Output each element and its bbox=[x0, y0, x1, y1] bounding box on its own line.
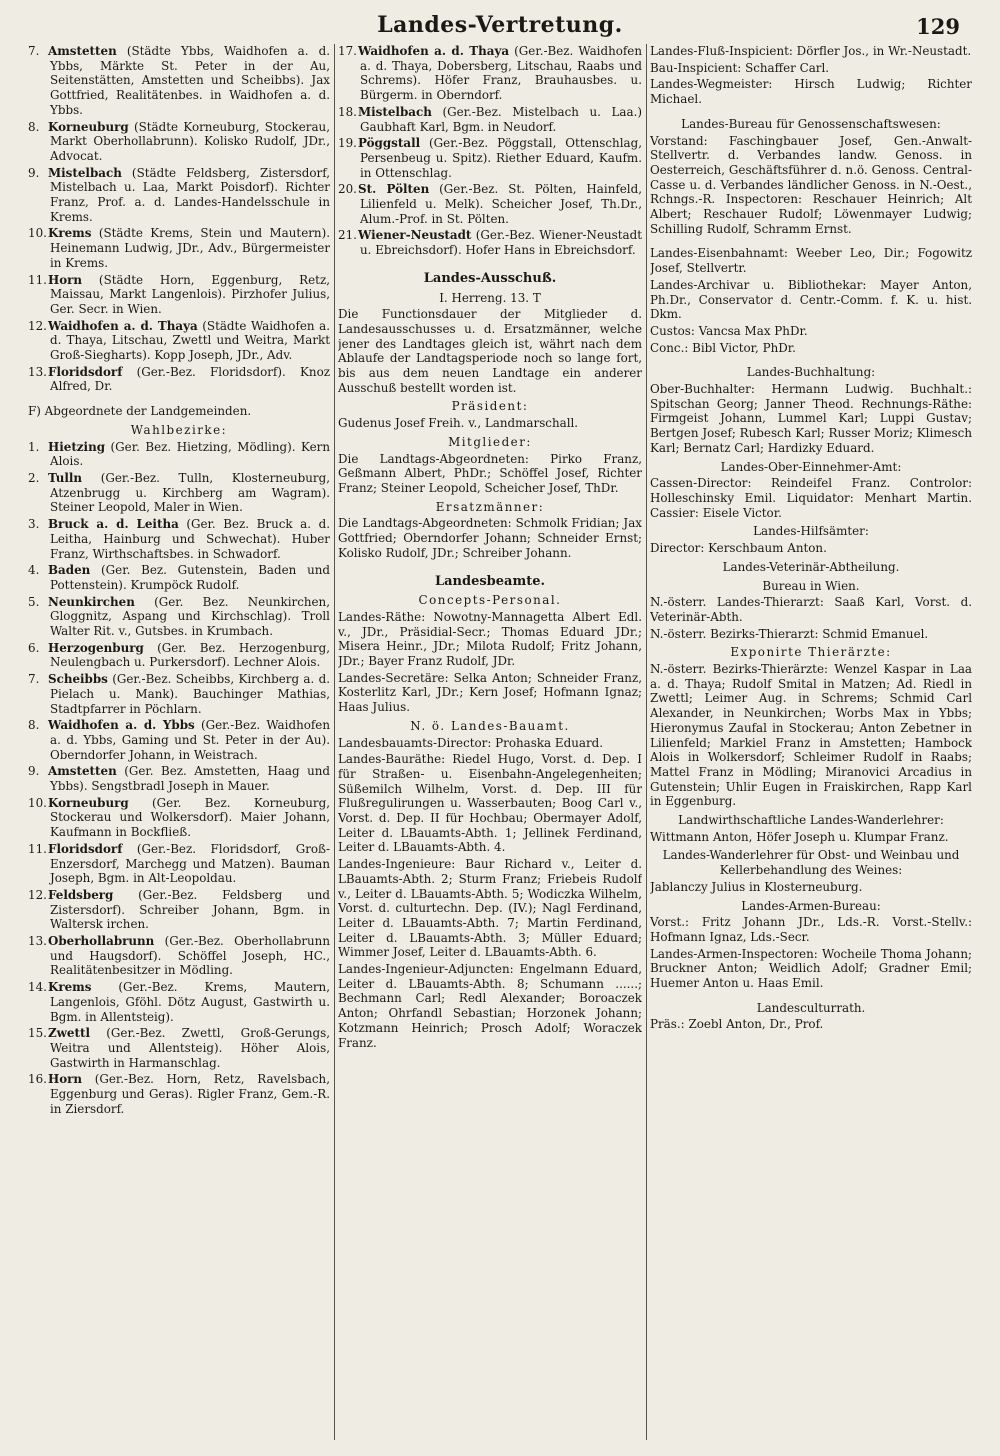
list-item: 5. Neunkirchen (Ger. Bez. Neunkirchen, Gloggnitz, Aspang und Kirchschlag). Troll Walter Rit. v., Gutsbes. in Krumbach. bbox=[28, 594, 330, 639]
paragraph: Landes-Secretäre: Selka Anton; Schneider Franz, Kosterlitz Karl, JDr.; Kern Josef; Hofmann Ignaz; Haas Julius. bbox=[338, 670, 642, 715]
page-title: Landes-Vertretung. bbox=[377, 12, 623, 38]
list-item: 9. Amstetten (Ger. Bez. Amstetten, Haag und Ybbs). Sengstbradl Joseph in Mauer. bbox=[28, 764, 330, 794]
subsection-heading: Landes-Wanderlehrer für Obst- und Weinbau und Kellerbehandlung des Weines: bbox=[662, 848, 960, 878]
paragraph: Landes-Ingenieure: Baur Richard v., Leiter d. LBauamts-Abth. 2; Sturm Franz; Friebeis Rudolf v., Leiter d. LBauamts-Abth. 5; Wodiczka Wilhelm, Vorst. d. culturtechn. Dep. (IV.); Nagl Ferdinand, Leiter d. LBauamts-Abth. 7; Martin Ferdinand, Leiter d. LBauamts-Abth. 3; Müller Eduard; Wimmer Josef, Leiter d. LBauamts-Abth. 6. bbox=[338, 857, 642, 960]
paragraph: N.-österr. Landes-Thierarzt: Saaß Karl, Vorst. d. Veterinär-Abth. bbox=[650, 595, 972, 624]
paragraph: Vorst.: Fritz Johann JDr., Lds.-R. Vorst.-Stellv.: Hofmann Ignaz, Lds.-Secr. bbox=[650, 915, 972, 944]
subsection-heading: Präsident: bbox=[451, 399, 529, 414]
list-item: 13.Floridsdorf (Ger.-Bez. Floridsdorf). Knoz Alfred, Dr. bbox=[28, 364, 330, 394]
subsection-heading: Landes-Bureau für Genossenschaftswesen: bbox=[681, 116, 941, 131]
subsection-heading: Landesculturrath. bbox=[756, 1000, 866, 1015]
list-item: 7. Amstetten (Städte Ybbs, Waidhofen a. d. Ybbs, Märkte St. Peter in der Au, Seitenstätten, Amstetten und Scheibbs). Jax Gottfried, Realitätenbes. in Waidhofen a. d. Ybbs. bbox=[28, 44, 330, 117]
list-item: 1. Hietzing (Ger. Bez. Hietzing, Mödling). Kern Alois. bbox=[28, 439, 330, 469]
list-item: 16.Horn (Ger.-Bez. Horn, Retz, Ravelsbach, Eggenburg und Geras). Rigler Franz, Gem.-R. in Ziersdorf. bbox=[28, 1072, 330, 1116]
list-item: Landes-Wegmeister: Hirsch Ludwig; Richter Michael. bbox=[650, 77, 972, 107]
list-item: 11.Floridsdorf (Ger.-Bez. Floridsdorf, Groß-Enzersdorf, Marchegg und Matzen). Bauman Joseph, Bgm. in Alt-Leopoldau. bbox=[28, 841, 330, 886]
subsection-heading: Landes-Armen-Bureau: bbox=[741, 898, 881, 913]
list-item: 3. Bruck a. d. Leitha (Ger. Bez. Bruck a. d. Leitha, Hainburg und Schwechat). Huber Franz, Wirthschaftsbes. in Schwadorf. bbox=[28, 517, 330, 561]
column-divider bbox=[646, 44, 647, 1440]
list-item: 7. Scheibbs (Ger.-Bez. Scheibbs, Kirchberg a. d. Pielach u. Mank). Bauchinger Mathias, Stadtpfarrer in Pöchlarn. bbox=[28, 672, 330, 716]
paragraph: N.-österr. Bezirks-Thierarzt: Schmid Emanuel. bbox=[650, 626, 929, 641]
subsection-heading: Ersatzmänner: bbox=[435, 499, 545, 514]
subsection-heading: Landwirthschaftliche Landes-Wanderlehrer: bbox=[678, 813, 944, 828]
paragraph: Vorstand: Faschingbauer Josef, Gen.-Anwalt-Stellvertr. d. Verbandes landw. Genoss. in Oesterreich, Geschäftsführer d. n.ö. Genoss. Central-Casse u. d. Verbandes ländlicher Genoss. in N.-Oest., Rchngs.-R. Inspectoren: Reschauer Heinrich; Alt Albert; Reschauer Rudolf; Löwenmayer Ludwig; Schilling Rudolf, Schramm Ernst. bbox=[650, 133, 972, 236]
list-item: 9. Mistelbach (Städte Feldsberg, Zistersdorf, Mistelbach u. Laa, Markt Poisdorf). Richter Franz, Prof. a. d. Landes-Handelsschule in Krems. bbox=[28, 165, 330, 224]
list-item: 21.Wiener-Neustadt (Ger.-Bez. Wiener-Neustadt u. Ebreichsdorf). Hofer Hans in Ebreichsdorf. bbox=[338, 228, 642, 258]
list-item: 8. Waidhofen a. d. Ybbs (Ger.-Bez. Waidhofen a. d. Ybbs, Gaming und St. Peter in der Au). Oberndorfer Johann, in Weistrach. bbox=[28, 718, 330, 762]
paragraph: Landesbauamts-Director: Prohaska Eduard. bbox=[338, 735, 604, 750]
paragraph: Ober-Buchhalter: Hermann Ludwig. Buchhalt.: Spitschan Georg; Janner Theod. Rechnungs-Räthe: Firmgeist Johann, Lummel Karl; Luppi Gustav; Bertgen Josef; Rubesch Karl; Russer Moriz; Klimesch Karl; Bernatz Carl; Hardizky Eduard. bbox=[650, 382, 972, 455]
subsection-heading: Exponirte Thierärzte: bbox=[730, 645, 892, 660]
list-item: 10.Krems (Städte Krems, Stein und Mautern). Heinemann Ludwig, JDr., Adv., Bürgermeister in Krems. bbox=[28, 226, 330, 270]
paragraph: Die Landtags-Abgeordneten: Pirko Franz, Geßmann Albert, PhDr.; Schöffel Josef, Richter Franz; Steiner Leopold, Scheicher Josef, ThDr. bbox=[338, 451, 642, 495]
list-item: 13.Oberhollabrunn (Ger.-Bez. Oberhollabrunn und Haugsdorf). Schöffel Joseph, HC., Realitätenbesitzer in Mödling. bbox=[28, 934, 330, 978]
paragraph: Gudenus Josef Freih. v., Landmarschall. bbox=[338, 416, 579, 431]
subsection-heading: Landes-Veterinär-Abtheilung. bbox=[722, 559, 900, 574]
paragraph: N.-österr. Bezirks-Thierärzte: Wenzel Kaspar in Laa a. d. Thaya; Rudolf Smital in Matzen; Ad. Riedl in Zwettl; Leimer Aug. in Schrems; Schmid Carl Alexander, in Neunkirchen; Worbs Max in Ybbs; Hieronymus Zaufal in Stockerau; Anton Zebetner in Lilienfeld; Markiel Franz in Amstetten; Hambock Alois in Wolkersdorf; Schleimer Rudolf in Raabs; Mattel Franz in Mödling; Miranovici Arcadius in Gutenstein; Uhlir Eugen in Fraiskirchen, Rapp Karl in Eggenburg. bbox=[650, 662, 972, 809]
list-item: 18.Mistelbach (Ger.-Bez. Mistelbach u. Laa.) Gaubhaft Karl, Bgm. in Neudorf. bbox=[338, 104, 642, 134]
paragraph: Landes-Bauräthe: Riedel Hugo, Vorst. d. Dep. I für Straßen- u. Eisenbahn-Angelegenheiten; Süßemilch Wilhelm, Vorst. d. Dep. III für Flußregulirungen u. Wasserbauten; Boog Carl v., Vorst. d. Dep. II für Hochbau; Obermayer Adolf, Leiter d. LBauamts-Abth. 1; Jellinek Ferdinand, Leiter d. LBauamts-Abth. 4. bbox=[338, 752, 642, 855]
column-middle bbox=[338, 44, 642, 1436]
address-line: I. Herreng. 13. T bbox=[439, 290, 541, 305]
list-item: 2. Tulln (Ger.-Bez. Tulln, Klosterneuburg, Atzenbrugg u. Kirchberg am Wagram). Steiner Leopold, Maler in Wien. bbox=[28, 470, 330, 515]
list-item: 4. Baden (Ger. Bez. Gutenstein, Baden und Pottenstein). Krumpöck Rudolf. bbox=[28, 563, 330, 592]
list-item: 14.Krems (Ger.-Bez. Krems, Mautern, Langenlois, Gföhl. Dötz August, Gastwirth u. Bgm. in Allentsteig). bbox=[28, 980, 330, 1024]
subsection-heading: Concepts-Personal. bbox=[418, 593, 562, 608]
list-item: 20.St. Pölten (Ger.-Bez. St. Pölten, Hainfeld, Lilienfeld u. Melk). Scheicher Josef, Th.Dr., Alum.-Prof. in St. Pölten. bbox=[338, 182, 642, 226]
subsection-heading: Mitglieder: bbox=[448, 434, 532, 449]
column-left bbox=[28, 44, 330, 1436]
list-item: 12.Waidhofen a. d. Thaya (Städte Waidhofen a. d. Thaya, Litschau, Zwettl und Weitra, Markt Groß-Siegharts). Kopp Joseph, JDr., Adv. bbox=[28, 318, 330, 363]
section-heading: Landesbeamte. bbox=[434, 573, 546, 589]
list-item: 12.Feldsberg (Ger.-Bez. Feldsberg und Zistersdorf). Schreiber Johann, Bgm. in Waltersk irchen. bbox=[28, 887, 330, 932]
list-item: Bau-Inspicient: Schaffer Carl. bbox=[650, 60, 830, 75]
list-item: 11.Horn (Städte Horn, Eggenburg, Retz, Maissau, Markt Langenlois). Pirzhofer Julius, Ger. Secr. in Wien. bbox=[28, 272, 330, 316]
column-right bbox=[650, 44, 972, 1436]
paragraph: Die Functionsdauer der Mitglieder d. Landesausschusses u. d. Ersatzmänner, welche jener des Landtages gleich ist, währt nach dem Ablaufe der Landtagsperiode noch so lange fort, bis aus dem neuen Landtage ein anderer Ausschuß bestellt worden ist. bbox=[338, 307, 642, 395]
list-item: 6. Herzogenburg (Ger. Bez. Herzogenburg, Neulengbach u. Purkersdorf). Lechner Alois. bbox=[28, 640, 330, 670]
paragraph: Präs.: Zoebl Anton, Dr., Prof. bbox=[650, 1017, 824, 1032]
paragraph: Landes-Archivar u. Bibliothekar: Mayer Anton, Ph.Dr., Conservator d. Centr.-Comm. f. K. u. hist. Dkm. bbox=[650, 277, 972, 322]
list-item: 8. Korneuburg (Städte Korneuburg, Stockerau, Markt Oberhollabrunn). Kolisko Rudolf, JDr., Advocat. bbox=[28, 119, 330, 163]
list-item: 19.Pöggstall (Ger.-Bez. Pöggstall, Ottenschlag, Persenbeug u. Spitz). Riether Eduard, Kaufm. in Ottenschlag. bbox=[338, 136, 642, 180]
paragraph: Landes-Eisenbahnamt: Weeber Leo, Dir.; Fogowitz Josef, Stellvertr. bbox=[650, 246, 972, 276]
paragraph: Cassen-Director: Reindeifel Franz. Controlor: Holleschinsky Emil. Liquidator: Menhart Martin. Cassier: Eisele Victor. bbox=[650, 476, 972, 520]
paragraph: Die Landtags-Abgeordneten: Schmolk Fridian; Jax Gottfried; Oberndorfer Johann; Schneider Ernst; Kolisko Rudolf, JDr.; Schreiber Johann. bbox=[338, 516, 642, 560]
list-item: 15.Zwettl (Ger.-Bez. Zwettl, Groß-Gerungs, Weitra und Allentsteig). Höher Alois, Gastwirth in Harmanschlag. bbox=[28, 1026, 330, 1070]
subsection-heading: N. ö. Landes-Bauamt. bbox=[410, 718, 570, 733]
section-heading: Landes-Ausschuß. bbox=[423, 270, 557, 286]
subsection-heading: Landes-Hilfsämter: bbox=[753, 524, 869, 539]
section-heading: F) Abgeordnete der Landgemeinden. bbox=[28, 404, 252, 419]
page-number: 129 bbox=[916, 14, 960, 39]
subsection-heading: Wahlbezirke: bbox=[130, 422, 228, 437]
subsection-heading: Landes-Ober-Einnehmer-Amt: bbox=[720, 459, 902, 474]
paragraph: Jablanczy Julius in Klosterneuburg. bbox=[650, 879, 863, 894]
list-item: Landes-Fluß-Inspicient: Dörfler Jos., in Wr.-Neustadt. bbox=[650, 44, 972, 58]
paragraph: Custos: Vancsa Max PhDr. bbox=[650, 323, 808, 338]
paragraph: Wittmann Anton, Höfer Joseph u. Klumpar Franz. bbox=[650, 829, 949, 844]
paragraph: Landes-Räthe: Nowotny-Mannagetta Albert Edl. v., JDr., Präsidial-Secr.; Thomas Eduard JDr.; Misera Heinr., JDr.; Milota Rudolf; Fritz Johann, JDr.; Bayer Franz Rudolf, JDr. bbox=[338, 609, 642, 669]
list-item: 17.Waidhofen a. d. Thaya (Ger.-Bez. Waidhofen a. d. Thaya, Dobersberg, Litschau, Raabs und Schrems). Höfer Franz, Brauhausbes. u. Bürgerm. in Oberndorf. bbox=[338, 44, 642, 103]
subsection-heading: Bureau in Wien. bbox=[762, 578, 860, 593]
paragraph: Landes-Ingenieur-Adjuncten: Engelmann Eduard, Leiter d. LBauamts-Abth. 8; Schumann ......; Bechmann Carl; Redl Alexander; Boroaczek Anton; Ohrfandl Sebastian; Horzonek Johann; Kotzmann Heinrich; Prosch Adolf; Woraczek Franz. bbox=[338, 962, 642, 1050]
column-divider bbox=[334, 44, 335, 1440]
subsection-heading: Landes-Buchhaltung: bbox=[746, 365, 876, 380]
list-item: 10.Korneuburg (Ger. Bez. Korneuburg, Stockerau und Wolkersdorf). Maier Johann, Kaufmann in Bockfließ. bbox=[28, 795, 330, 840]
paragraph: Director: Kerschbaum Anton. bbox=[650, 541, 827, 556]
paragraph: Landes-Armen-Inspectoren: Wocheile Thoma Johann; Bruckner Anton; Weidlich Adolf; Gradner Emil; Huemer Anton u. Haas Emil. bbox=[650, 946, 972, 991]
paragraph: Conc.: Bibl Victor, PhDr. bbox=[650, 340, 796, 355]
